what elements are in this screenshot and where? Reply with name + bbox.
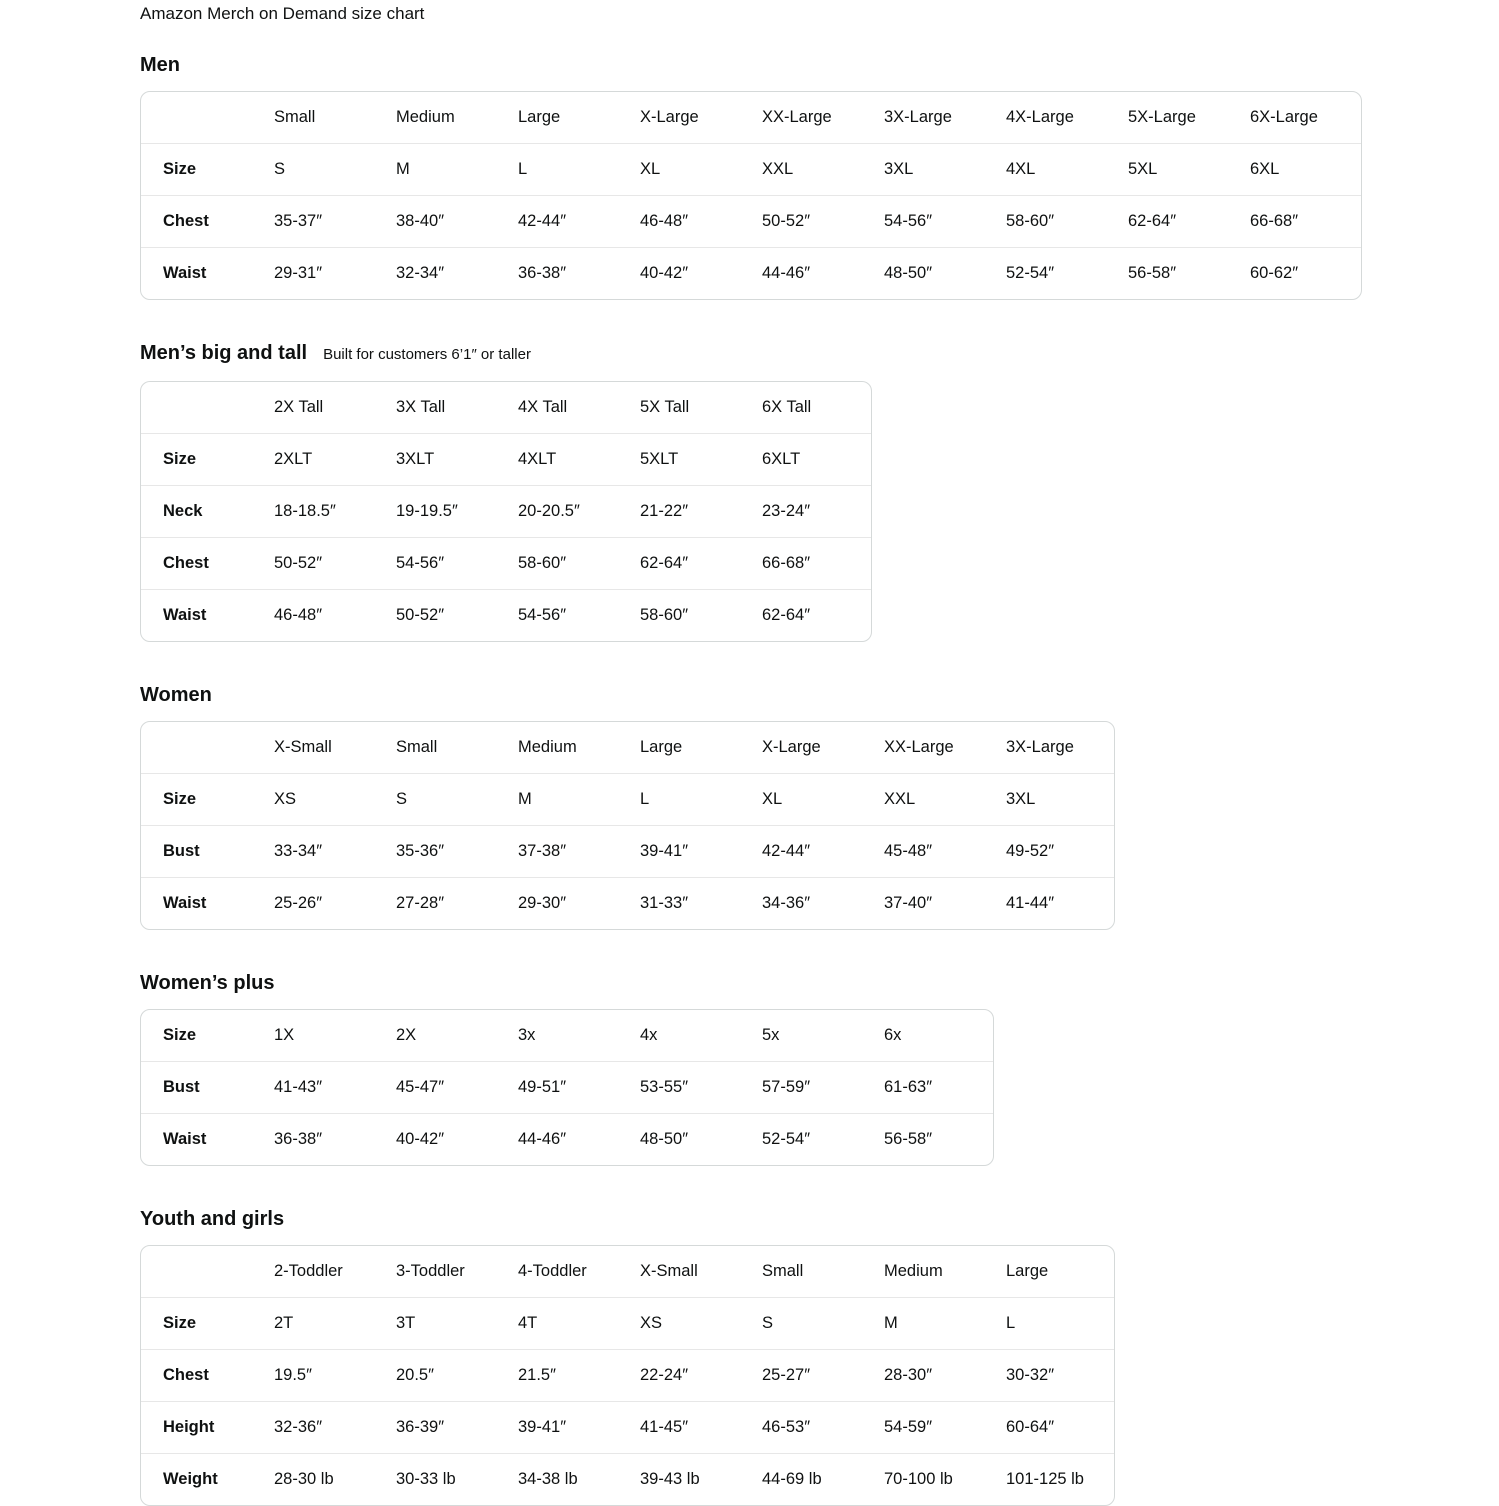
- table-row: [141, 144, 1361, 196]
- table-cell: 36-38″: [274, 1114, 396, 1166]
- table-cell: 33-34″: [274, 826, 396, 878]
- row-label: Chest: [141, 196, 274, 248]
- table-cell: 41-43″: [274, 1062, 396, 1114]
- table-cell: 30-32″: [1006, 1350, 1114, 1402]
- header-corner-cell: [141, 92, 274, 144]
- table-row: [141, 196, 1361, 248]
- section-heading-youth-and-girls-text: Youth and girls: [140, 1208, 285, 1230]
- row-label: Size: [141, 774, 274, 826]
- column-header: 5X-Large: [1128, 108, 1196, 126]
- row-label: Neck: [141, 486, 274, 538]
- table-cell: 45-47″: [396, 1062, 518, 1114]
- column-header: 4X Tall: [518, 398, 568, 416]
- table-cell: S: [274, 144, 396, 196]
- table-cell: 22-24″: [640, 1350, 762, 1402]
- column-header: 2-Toddler: [274, 1262, 343, 1280]
- table-cell: 21-22″: [640, 486, 762, 538]
- row-label: Waist: [141, 1114, 274, 1166]
- table-cell: 42-44″: [518, 196, 640, 248]
- table-cell: 29-31″: [274, 248, 396, 300]
- column-header: X-Small: [274, 738, 332, 756]
- table-cell: 46-48″: [274, 590, 396, 642]
- table-cell: 5XLT: [640, 434, 762, 486]
- header-corner-cell: [141, 722, 274, 774]
- column-header: Large: [1006, 1262, 1049, 1280]
- table-cell: 60-64″: [1006, 1402, 1114, 1454]
- column-header: Medium: [396, 108, 455, 126]
- table-cell: 39-43 lb: [640, 1454, 762, 1506]
- youth-and-girls-size-table-card: [140, 1245, 1115, 1506]
- column-header: 4-Toddler: [518, 1262, 587, 1280]
- section-men: [140, 52, 1499, 300]
- column-header: Small: [274, 108, 316, 126]
- section-heading-mens-big-and-tall-text: Men’s big and tall: [140, 342, 308, 364]
- row-label: Weight: [141, 1454, 274, 1506]
- header-corner-cell: [141, 1246, 274, 1298]
- row-label: Waist: [141, 878, 274, 930]
- table-cell: 6XLT: [762, 434, 871, 486]
- table-cell: 101-125 lb: [1006, 1454, 1114, 1506]
- table-cell: 53-55″: [640, 1062, 762, 1114]
- table-row: [141, 774, 1114, 826]
- row-label: Chest: [141, 1350, 274, 1402]
- column-header: X-Small: [640, 1262, 698, 1280]
- table-row: [141, 1114, 993, 1166]
- column-header: 3X Tall: [396, 398, 446, 416]
- table-cell: XL: [640, 144, 762, 196]
- table-cell: 30-33 lb: [396, 1454, 518, 1506]
- table-cell: L: [518, 144, 640, 196]
- row-label: Waist: [141, 590, 274, 642]
- row-label: Waist: [141, 248, 274, 300]
- table-cell: 45-48″: [884, 826, 1006, 878]
- table-cell: 49-51″: [518, 1062, 640, 1114]
- table-row: [141, 1402, 1114, 1454]
- table-cell: S: [762, 1298, 884, 1350]
- header-row: [141, 722, 1114, 774]
- table-cell: 50-52″: [762, 196, 884, 248]
- column-header: 3X-Large: [1006, 738, 1074, 756]
- table-cell: 35-36″: [396, 826, 518, 878]
- row-label: Size: [163, 1026, 197, 1044]
- table-cell: XXL: [762, 144, 884, 196]
- table-cell: 6XL: [1250, 144, 1361, 196]
- table-row: [141, 486, 871, 538]
- table-cell: 42-44″: [762, 826, 884, 878]
- table-row: [141, 248, 1361, 300]
- table-cell: 20-20.5″: [518, 486, 640, 538]
- row-label: Size: [141, 1298, 274, 1350]
- section-heading-women-text: Women: [140, 684, 212, 706]
- table-row: [141, 1454, 1114, 1506]
- row-label: Size: [141, 434, 274, 486]
- table-cell: 61-63″: [884, 1062, 993, 1114]
- men-table: [141, 92, 1361, 299]
- table-cell: 35-37″: [274, 196, 396, 248]
- table-cell: 2T: [274, 1298, 396, 1350]
- table-cell: 70-100 lb: [884, 1454, 1006, 1506]
- table-row: [141, 590, 871, 642]
- table-cell: 25-26″: [274, 878, 396, 930]
- table-cell: XXL: [884, 774, 1006, 826]
- table-cell: 48-50″: [884, 248, 1006, 300]
- column-header: Small: [762, 1262, 804, 1280]
- page-title: Amazon Merch on Demand size chart: [140, 4, 425, 23]
- table-cell: L: [1006, 1298, 1114, 1350]
- mens-big-and-tall-table: [141, 382, 871, 641]
- table-cell: 2XLT: [274, 434, 396, 486]
- table-cell: 34-38 lb: [518, 1454, 640, 1506]
- table-cell: 18-18.5″: [274, 486, 396, 538]
- table-cell: 54-59″: [884, 1402, 1006, 1454]
- table-cell: 58-60″: [518, 538, 640, 590]
- table-cell: 3XLT: [396, 434, 518, 486]
- column-header: 6X Tall: [762, 398, 812, 416]
- section-women: [140, 682, 1499, 930]
- section-womens-plus: [140, 970, 1499, 1166]
- row-label: Size: [141, 144, 274, 196]
- table-cell: 4x: [640, 1026, 658, 1044]
- table-row: [141, 1062, 993, 1114]
- table-cell: 34-36″: [762, 878, 884, 930]
- table-cell: 28-30″: [884, 1350, 1006, 1402]
- header-row: [141, 92, 1361, 144]
- section-heading-women: [140, 682, 1499, 708]
- column-header: Large: [518, 108, 561, 126]
- table-cell: 44-46″: [762, 248, 884, 300]
- table-cell: 56-58″: [884, 1114, 993, 1166]
- table-cell: 62-64″: [640, 538, 762, 590]
- table-cell: 27-28″: [396, 878, 518, 930]
- table-row: [141, 538, 871, 590]
- womens-plus-table: [141, 1010, 993, 1165]
- table-cell: 29-30″: [518, 878, 640, 930]
- table-row: [141, 1010, 993, 1062]
- table-cell: 52-54″: [1006, 248, 1128, 300]
- table-cell: 4XL: [1006, 144, 1128, 196]
- table-cell: 3XL: [1006, 774, 1114, 826]
- table-cell: XL: [762, 774, 884, 826]
- section-youth-and-girls: [140, 1206, 1499, 1506]
- table-cell: 41-45″: [640, 1402, 762, 1454]
- table-cell: XS: [274, 774, 396, 826]
- table-cell: 56-58″: [1128, 248, 1250, 300]
- section-heading-men-text: Men: [140, 54, 180, 76]
- table-cell: 36-39″: [396, 1402, 518, 1454]
- column-header: 3X-Large: [884, 108, 952, 126]
- table-cell: 58-60″: [1006, 196, 1128, 248]
- table-cell: M: [518, 774, 640, 826]
- row-label: Bust: [141, 826, 274, 878]
- section-heading-men: [140, 52, 1499, 78]
- row-label: Bust: [141, 1062, 274, 1114]
- women-table: [141, 722, 1114, 929]
- table-cell: 36-38″: [518, 248, 640, 300]
- table-cell: 32-34″: [396, 248, 518, 300]
- table-cell: L: [640, 774, 762, 826]
- column-header: 5X Tall: [640, 398, 690, 416]
- table-cell: 66-68″: [1250, 196, 1361, 248]
- table-cell: 46-48″: [640, 196, 762, 248]
- row-label: Height: [141, 1402, 274, 1454]
- section-heading-mens-big-and-tall: [140, 340, 1499, 368]
- table-cell: 54-56″: [518, 590, 640, 642]
- table-cell: 38-40″: [396, 196, 518, 248]
- table-cell: 44-69 lb: [762, 1454, 884, 1506]
- youth-and-girls-table: [141, 1246, 1114, 1505]
- header-row: [141, 1246, 1114, 1298]
- women-size-table-card: [140, 721, 1115, 930]
- column-header: Medium: [884, 1262, 943, 1280]
- table-cell: 58-60″: [640, 590, 762, 642]
- row-label: Chest: [141, 538, 274, 590]
- table-row: [141, 826, 1114, 878]
- table-cell: 28-30 lb: [274, 1454, 396, 1506]
- table-cell: 19-19.5″: [396, 486, 518, 538]
- table-cell: 5XL: [1128, 144, 1250, 196]
- table-cell: 6x: [884, 1026, 902, 1044]
- table-cell: XS: [640, 1298, 762, 1350]
- column-header: 3-Toddler: [396, 1262, 465, 1280]
- table-row: [141, 1298, 1114, 1350]
- table-cell: 46-53″: [762, 1402, 884, 1454]
- table-cell: 50-52″: [274, 538, 396, 590]
- table-cell: 66-68″: [762, 538, 871, 590]
- table-cell: 48-50″: [640, 1114, 762, 1166]
- table-cell: 32-36″: [274, 1402, 396, 1454]
- table-row: [141, 1350, 1114, 1402]
- table-cell: 5x: [762, 1026, 780, 1044]
- table-cell: 21.5″: [518, 1350, 640, 1402]
- men-size-table-card: [140, 91, 1362, 300]
- table-cell: 19.5″: [274, 1350, 396, 1402]
- table-cell: 37-40″: [884, 878, 1006, 930]
- column-header: XX-Large: [884, 738, 954, 756]
- table-cell: 62-64″: [762, 590, 871, 642]
- header-row: [141, 382, 871, 434]
- table-cell: 62-64″: [1128, 196, 1250, 248]
- table-cell: 57-59″: [762, 1062, 884, 1114]
- table-cell: M: [884, 1298, 1006, 1350]
- table-cell: 39-41″: [640, 826, 762, 878]
- table-cell: 54-56″: [884, 196, 1006, 248]
- table-cell: 4T: [518, 1298, 640, 1350]
- column-header: X-Large: [762, 738, 821, 756]
- column-header: 6X-Large: [1250, 108, 1318, 126]
- table-cell: 37-38″: [518, 826, 640, 878]
- section-heading-womens-plus-text: Women’s plus: [140, 972, 275, 994]
- table-cell: 41-44″: [1006, 878, 1114, 930]
- table-cell: 40-42″: [396, 1114, 518, 1166]
- table-cell: 54-56″: [396, 538, 518, 590]
- table-cell: 20.5″: [396, 1350, 518, 1402]
- table-cell: 2X: [396, 1026, 417, 1044]
- column-header: Medium: [518, 738, 577, 756]
- womens-plus-size-table-card: [140, 1009, 994, 1166]
- header-corner-cell: [141, 382, 274, 434]
- table-cell: 25-27″: [762, 1350, 884, 1402]
- table-cell: 4XLT: [518, 434, 640, 486]
- table-cell: 3T: [396, 1298, 518, 1350]
- section-heading-womens-plus: [140, 970, 1499, 996]
- table-cell: 40-42″: [640, 248, 762, 300]
- column-header: 4X-Large: [1006, 108, 1074, 126]
- table-cell: 50-52″: [396, 590, 518, 642]
- table-cell: 60-62″: [1250, 248, 1361, 300]
- table-cell: 39-41″: [518, 1402, 640, 1454]
- table-cell: 1X: [274, 1026, 295, 1044]
- table-row: [141, 878, 1114, 930]
- column-header: X-Large: [640, 108, 699, 126]
- table-cell: 44-46″: [518, 1114, 640, 1166]
- table-cell: 49-52″: [1006, 826, 1114, 878]
- table-cell: 3x: [518, 1026, 536, 1044]
- section-subtitle-mens-big-and-tall: Built for customers 6’1″ or taller: [323, 346, 531, 363]
- column-header: 2X Tall: [274, 398, 324, 416]
- section-heading-youth-and-girls: [140, 1206, 1499, 1232]
- table-cell: M: [396, 144, 518, 196]
- table-cell: 3XL: [884, 144, 1006, 196]
- column-header: Large: [640, 738, 683, 756]
- column-header: Small: [396, 738, 438, 756]
- section-mens-big-and-tall: [140, 340, 1499, 642]
- table-cell: 23-24″: [762, 486, 871, 538]
- table-cell: S: [396, 774, 518, 826]
- column-header: XX-Large: [762, 108, 832, 126]
- table-cell: 52-54″: [762, 1114, 884, 1166]
- table-row: [141, 434, 871, 486]
- table-cell: 31-33″: [640, 878, 762, 930]
- mens-big-and-tall-size-table-card: [140, 381, 872, 642]
